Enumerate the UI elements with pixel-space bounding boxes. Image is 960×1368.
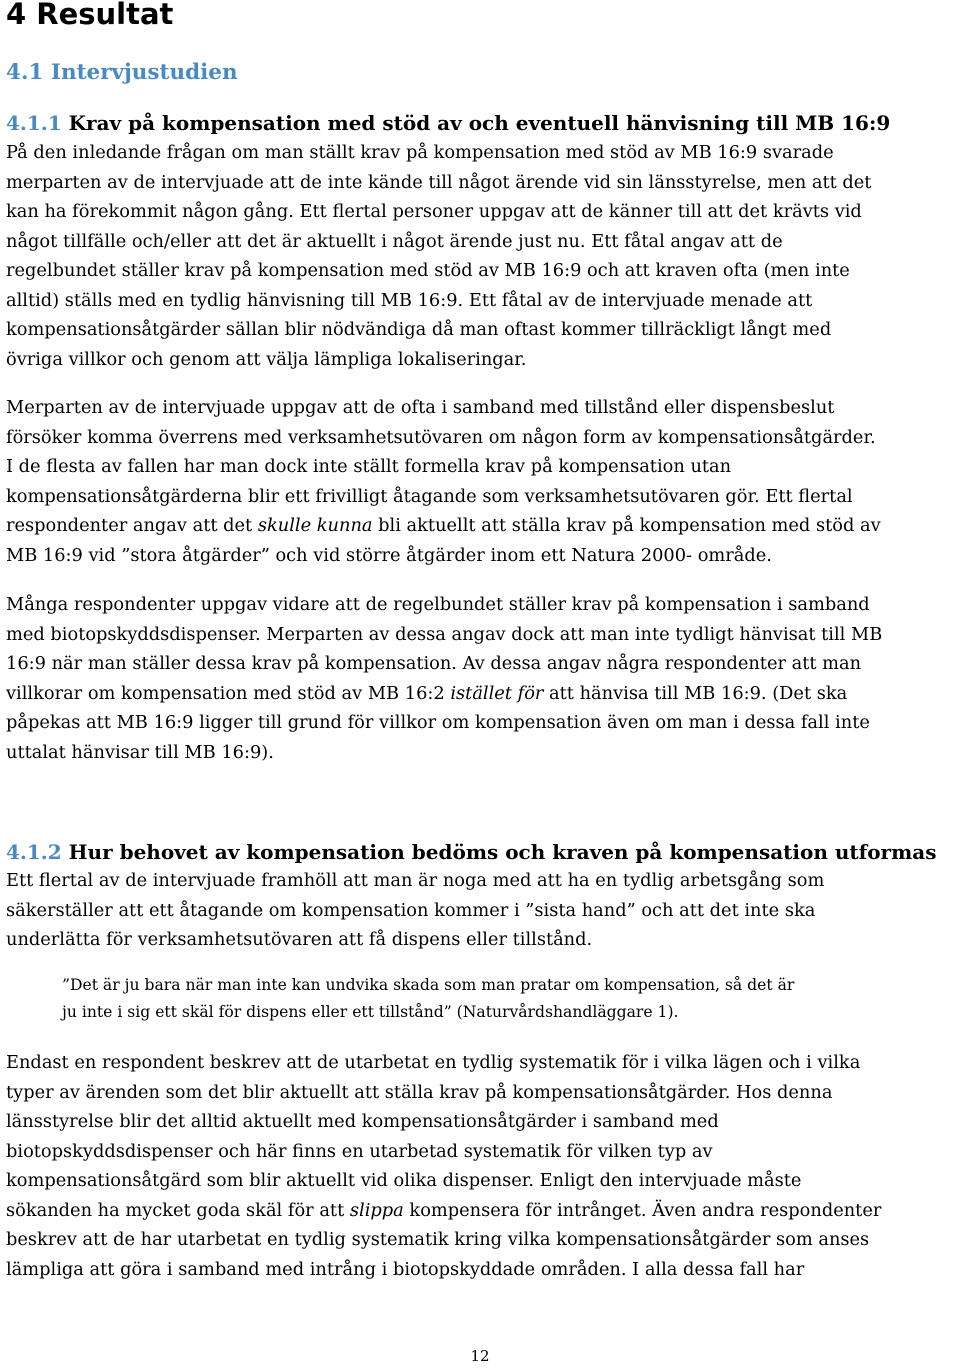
subsection-title: Hur behovet av kompensation bedöms och kraven på kompensation utformas: [68, 840, 937, 864]
text-line: uttalat hänvisar till MB 16:9).: [6, 741, 274, 763]
text-line: biotopskyddsdispenser och här finns en utarbetad systematik för vilken typ av: [6, 1140, 713, 1162]
text-line: kompensationsåtgärd som blir aktuellt vid olika dispenser. Enligt den intervjuade måste: [6, 1170, 802, 1191]
text-line: övriga villkor och genom att välja lämpliga lokaliseringar.: [6, 348, 527, 370]
text-line: sökanden ha mycket goda skäl för att slippa kompensera för intrånget. Även andra respondenter: [6, 1199, 882, 1221]
subsection-heading-4-1-2: [6, 837, 936, 867]
text-line: påpekas att MB 16:9 ligger till grund för villkor om kompensation även om man i dessa fall inte: [6, 712, 870, 733]
text-line: Ett flertal av de intervjuade framhöll att man är noga med att ha en tydlig arbetsgång som: [6, 870, 825, 891]
text-line: Endast en respondent beskrev att de utarbetat en tydlig systematik för i vilka lägen och i vilka: [6, 1052, 861, 1073]
interview-quote: [62, 972, 794, 1026]
paragraph-2: [6, 393, 881, 570]
section-heading: 4.1 Intervjustudien: [6, 60, 238, 85]
text-line: kompensationsåtgärder sällan blir nödvändiga då man oftast kommer tillräckligt långt med: [6, 319, 832, 340]
text-line: merparten av de intervjuade att de inte kände till något ärende vid sin länsstyrelse, men att det: [6, 171, 872, 193]
subsection-number: 4.1.1: [6, 111, 62, 135]
text-line: ”Det är ju bara när man inte kan undvika skada som man pratar om kompensation, så det är: [62, 976, 795, 994]
emphasis: slippa: [349, 1199, 404, 1221]
text-line: säkerställer att ett åtagande om kompensation kommer i ”sista hand” och att det inte ska: [6, 899, 816, 921]
emphasis: istället för: [450, 682, 544, 704]
text-line: villkorar om kompensation med stöd av MB 16:2 istället för att hänvisa till MB 16:9. (Det ska: [6, 682, 848, 704]
text-line: kan ha förekommit någon gång. Ett flertal personer uppgav att de känner till att det krävts vid: [6, 201, 862, 222]
page-number: 12: [470, 1347, 490, 1365]
paragraph-4: [6, 866, 824, 955]
paragraph-5: [6, 1048, 881, 1284]
text-line: underlätta för verksamhetsutövaren att få dispens eller tillstånd.: [6, 929, 593, 950]
paragraph-3: [6, 590, 882, 767]
text-line: alltid) ställs med en tydlig hänvisning till MB 16:9. Ett fåtal av de intervjuade menade att: [6, 289, 813, 311]
text-line: med biotopskyddsdispenser. Merparten av dessa angav dock att man inte tydligt hänvisat till MB: [6, 623, 883, 645]
chapter-heading: 4 Resultat: [6, 0, 174, 31]
text-line: länsstyrelse blir det alltid aktuellt med kompensationsåtgärder i samband med: [6, 1111, 719, 1132]
text-line: försöker komma överrens med verksamhetsutövaren om någon form av kompensationsåtgärder.: [6, 426, 876, 448]
paragraph-1: [6, 138, 871, 374]
text-line: lämpliga att göra i samband med intrång i biotopskyddade områden. I alla dessa fall har: [6, 1258, 805, 1280]
text-line: regelbundet ställer krav på kompensation med stöd av MB 16:9 och att kraven ofta (men inte: [6, 260, 850, 281]
text-line: I de flesta av fallen har man dock inte ställt formella krav på kompensation utan: [6, 456, 732, 477]
text-line: ju inte i sig ett skäl för dispens eller ett tillstånd” (Naturvårdshandläggare 1).: [62, 1003, 679, 1021]
text-line: Merparten av de intervjuade uppgav att de ofta i samband med tillstånd eller dispensbeslut: [6, 397, 835, 418]
text-line: något tillfälle och/eller att det är aktuellt i något ärende just nu. Ett fåtal angav att de: [6, 230, 783, 252]
text-line: 16:9 när man ställer dessa krav på kompensation. Av dessa angav några respondenter att man: [6, 653, 862, 674]
subsection-title: Krav på kompensation med stöd av och eventuell hänvisning till MB 16:9: [68, 111, 891, 135]
text-line: MB 16:9 vid ”stora åtgärder” och vid större åtgärder inom ett Natura 2000- område.: [6, 544, 772, 566]
text-line: Många respondenter uppgav vidare att de regelbundet ställer krav på kompensation i samband: [6, 594, 870, 615]
subsection-number: 4.1.2: [6, 840, 62, 864]
text-line: typer av ärenden som det blir aktuellt att ställa krav på kompensationsåtgärder. Hos denna: [6, 1081, 833, 1103]
subsection-heading-4-1-1: [6, 108, 890, 138]
text-line: respondenter angav att det skulle kunna bli aktuellt att ställa krav på kompensation med stöd av: [6, 515, 881, 536]
text-line: På den inledande frågan om man ställt krav på kompensation med stöd av MB 16:9 svarade: [6, 142, 834, 163]
text-line: beskrev att de har utarbetat en tydlig systematik kring vilka kompensationsåtgärder som anses: [6, 1229, 870, 1250]
emphasis: skulle kunna: [257, 515, 373, 536]
text-line: kompensationsåtgärderna blir ett frivilligt åtagande som verksamhetsutövaren gör. Ett flertal: [6, 485, 853, 507]
